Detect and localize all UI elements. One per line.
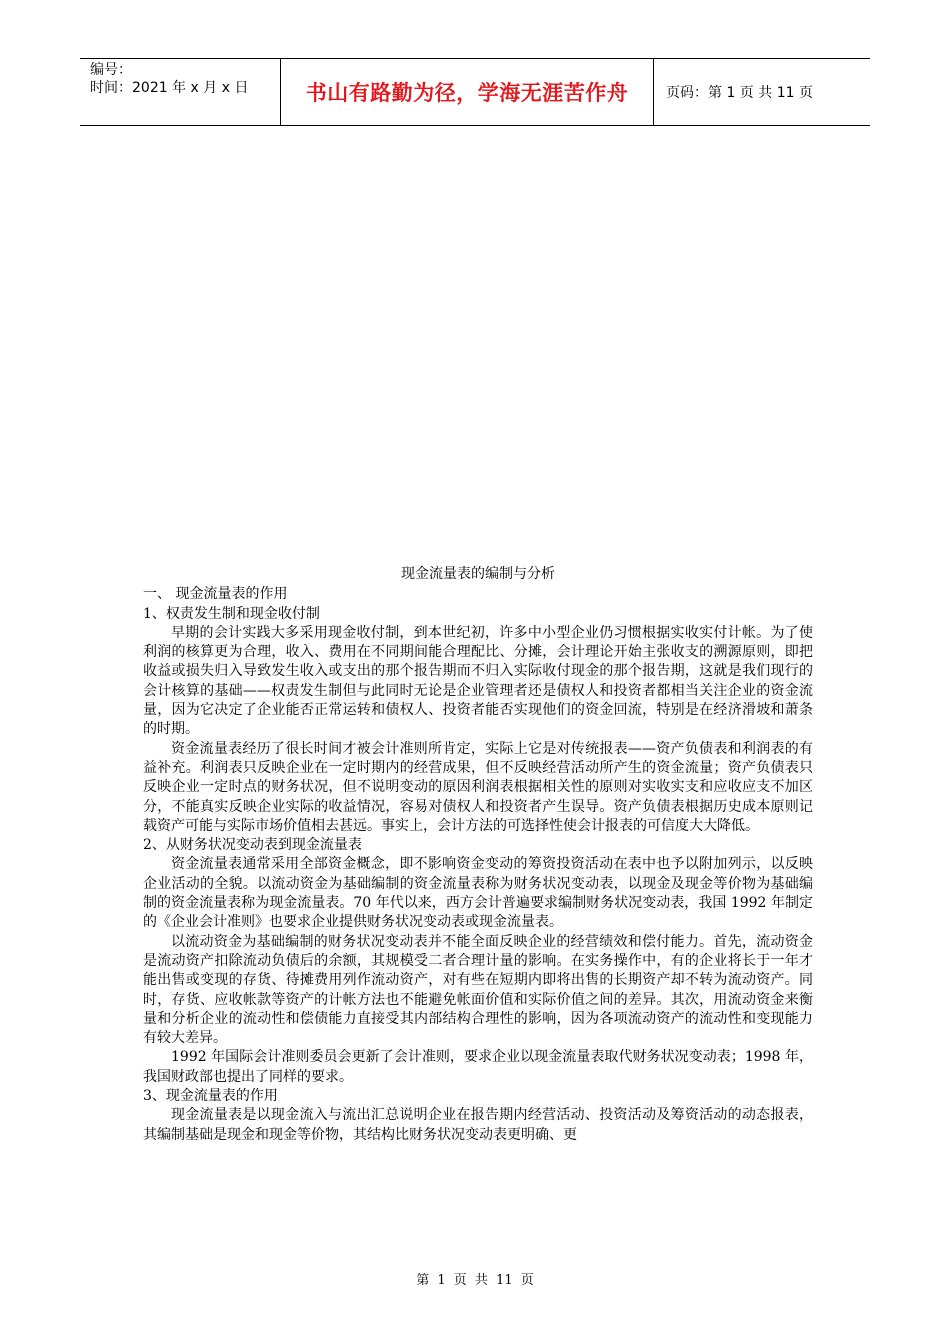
page-footer: 第 1 页 共 11 页 (416, 1273, 534, 1288)
paragraph-1: 早期的会计实践大多采用现金收付制，到本世纪初，许多中小型企业仍习惯根据实收实付计帐。为了使利润的核算更为合理，收入、费用在不同期间能合理配比、分摊，会计理论开始主张收支的溯源原则，即把收益或损失归入导致发生收入或支出的那个报告期而不归入实际收付现金的那个报告期，这就是我们现行的会计核算的基础——权责发生制但与此同时无论是企业管理者还是债权人和投资者都相当关注企业的资金流量，因为它决定了企业能否正常运转和债权人、投资者能否实现他们的资金回流，特别是在经济滑坡和萧条的时期。 (143, 624, 813, 738)
paragraph-4: 以流动资金为基础编制的财务状况变动表并不能全面反映企业的经营绩效和偿付能力。首先，流动资金是流动资产扣除流动负债后的余额，其规模受二者合理计量的影响。在实务操作中，有的企业将长于一年才能出售或变现的存货、待摊费用列作流动资产，对有些在短期内即将出售的长期资产却不转为流动资产。同时，存货、应收帐款等资产的计帐方法也不能避免帐面价值和实际价值之间的差异。其次，用流动资金来衡量和分析企业的流动性和偿债能力直接受其内部结构合理性的影响，因为各项流动资产的流动性和变现能力有较大差异。 (143, 933, 813, 1047)
paragraph-3: 资金流量表通常采用全部资金概念，即不影响资金变动的筹资投资活动在表中也予以附加列示，以反映企业活动的全貌。以流动资金为基础编制的资金流量表称为财务状况变动表，以现金及现金等价物为基础编制的资金流量表称为现金流量表。70 年代以来，西方会计普遍要求编制财务状况变动表，我国 1992 年制定的《企业会计准则》也要求企业提供财务状况变动表或现金流量表。 (143, 856, 813, 931)
document-title: 现金流量表的编制与分析 (401, 566, 555, 582)
header-page-code: 页码：第 1 页 共 11 页 (666, 85, 813, 101)
subheading-2: 2、从财务状况变动表到现金流量表 (143, 837, 362, 854)
paragraph-2: 资金流量表经历了很长时间才被会计准则所肯定，实际上它是对传统报表——资产负债表和利润表的有益补充。利润表只反映企业在一定时期内的经营成果，但不反映经营活动所产生的资金流量；资产负债表只反映企业一定时点的财务状况，但不说明变动的原因利润表根据相关性的原则对实收实支和应收应支不加区分，不能真实反映企业实际的收益情况，容易对债权人和投资者产生误导。资产负债表根据历史成本原则记载资产可能与实际市场价值相去甚远。事实上，会计方法的可选择性使会计报表的可信度大大降低。 (143, 740, 813, 834)
subheading-3: 3、现金流量表的作用 (143, 1088, 278, 1105)
document-body (143, 565, 813, 1145)
paragraph-5: 1992 年国际会计准则委员会更新了会计准则，要求企业以现金流量表取代财务状况变动表；1998 年，我国财政部也提出了同样的要求。 (143, 1049, 813, 1085)
time-label: 时间：2021 年 x 月 x 日 (90, 80, 249, 96)
section-heading-1: 一、 现金流量表的作用 (143, 586, 288, 603)
subheading-1: 1、权责发生制和现金收付制 (143, 605, 320, 622)
header-motto: 书山有路勤为径，学海无涯苦作舟 (281, 59, 654, 125)
paragraph-6: 现金流量表是以现金流入与流出汇总说明企业在报告期内经营活动、投资活动及筹资活动的动态报表，其编制基础是现金和现金等价物，其结构比财务状况变动表更明确、更 (143, 1107, 813, 1143)
document-header (80, 58, 870, 126)
header-meta-cell (80, 59, 281, 125)
number-label: 编号： (90, 62, 132, 78)
